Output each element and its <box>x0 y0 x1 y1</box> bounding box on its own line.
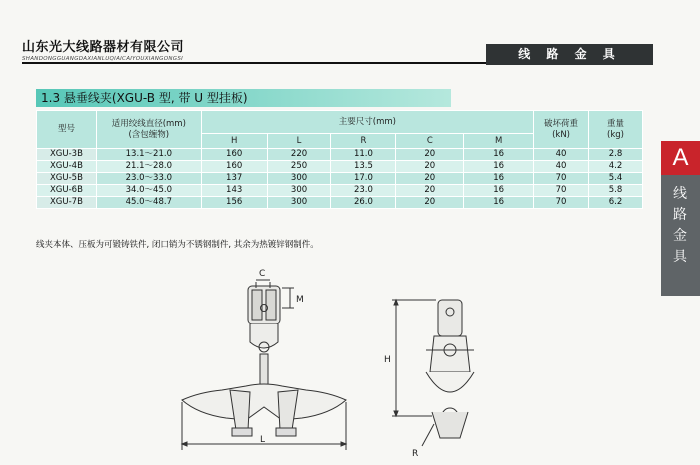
spec-table-body <box>37 149 643 209</box>
table-row <box>37 197 643 209</box>
company-header <box>22 36 184 62</box>
table-cell: 5.4 <box>589 173 643 185</box>
table-row <box>37 185 643 197</box>
col-weight-line1: 重量 <box>606 118 624 129</box>
table-cell: XGU-7B <box>37 197 97 209</box>
table-cell: XGU-3B <box>37 149 97 161</box>
table-cell: 2.8 <box>589 149 643 161</box>
table-cell: 16 <box>464 161 534 173</box>
table-cell: 70 <box>534 185 589 197</box>
table-cell: 5.8 <box>589 185 643 197</box>
table-cell: 40 <box>534 161 589 173</box>
side-index-label: 线路金具 <box>673 186 687 265</box>
table-cell: 300 <box>267 185 331 197</box>
col-diameter-line1: 适用绞线直径(mm) <box>111 118 186 129</box>
col-load-line1: 破坏荷重 <box>544 118 579 129</box>
table-cell: 16 <box>464 185 534 197</box>
table-cell: 20 <box>396 161 464 173</box>
dim-label-r: R <box>412 449 419 459</box>
table-cell: 300 <box>267 197 331 209</box>
table-cell: 160 <box>201 149 267 161</box>
company-name-pinyin: SHANDONGGUANGDAXIANLUQIAICAIYOUXIANGONGSI <box>22 56 184 62</box>
table-cell: 6.2 <box>589 197 643 209</box>
table-row <box>37 173 643 185</box>
table-cell: 26.0 <box>331 197 396 209</box>
col-h: H <box>201 134 267 149</box>
header-rule <box>22 62 508 64</box>
table-cell: 13.1～21.0 <box>96 149 201 161</box>
table-cell: 137 <box>201 173 267 185</box>
table-cell: 23.0～33.0 <box>96 173 201 185</box>
table-cell: 20 <box>396 185 464 197</box>
col-load <box>534 111 589 149</box>
col-l: L <box>267 134 331 149</box>
table-cell: 16 <box>464 173 534 185</box>
table-cell: XGU-6B <box>37 185 97 197</box>
material-note: 线夹本体、压板为可锻铸铁件, 闭口销为不锈钢制件, 其余为热镀锌钢制件。 <box>36 240 319 250</box>
dim-label-h: H <box>384 355 391 365</box>
table-cell: 13.5 <box>331 161 396 173</box>
table-cell: 34.0～45.0 <box>96 185 201 197</box>
col-m: M <box>464 134 534 149</box>
col-r: R <box>331 134 396 149</box>
col-c: C <box>396 134 464 149</box>
table-cell: 156 <box>201 197 267 209</box>
table-cell: 160 <box>201 161 267 173</box>
table-cell: 70 <box>534 173 589 185</box>
col-diameter-line2: (含包缠物) <box>128 129 170 140</box>
table-cell: 220 <box>267 149 331 161</box>
table-cell: XGU-5B <box>37 173 97 185</box>
category-tab: 线 路 金 具 <box>486 44 653 65</box>
dimension-labels <box>170 262 500 462</box>
table-cell: 300 <box>267 173 331 185</box>
col-weight <box>589 111 643 149</box>
spec-table <box>36 110 643 209</box>
table-cell: 45.0～48.7 <box>96 197 201 209</box>
table-cell: 17.0 <box>331 173 396 185</box>
table-cell: 20 <box>396 149 464 161</box>
col-load-line2: (kN) <box>552 129 570 140</box>
company-name: 山东光大线路器材有限公司 <box>22 40 185 55</box>
table-cell: 16 <box>464 197 534 209</box>
table-cell: 40 <box>534 149 589 161</box>
table-cell: 143 <box>201 185 267 197</box>
table-cell: 4.2 <box>589 161 643 173</box>
side-index-letter: A <box>661 141 700 175</box>
side-index-tab <box>661 144 700 296</box>
table-cell: 20 <box>396 173 464 185</box>
table-cell: 20 <box>396 197 464 209</box>
table-cell: 70 <box>534 197 589 209</box>
table-cell: 11.0 <box>331 149 396 161</box>
dim-label-c: C <box>259 269 266 279</box>
section-title: 1.3 悬垂线夹(XGU-B 型, 带 U 型挂板) <box>36 89 451 107</box>
table-row <box>37 149 643 161</box>
table-cell: XGU-4B <box>37 161 97 173</box>
table-row <box>37 161 643 173</box>
dim-label-l: L <box>260 435 266 445</box>
col-model: 型号 <box>37 111 97 149</box>
col-diameter <box>96 111 201 149</box>
col-dimensions: 主要尺寸(mm) <box>201 111 533 134</box>
col-weight-line2: (kg) <box>607 129 624 140</box>
table-cell: 250 <box>267 161 331 173</box>
table-cell: 23.0 <box>331 185 396 197</box>
table-cell: 16 <box>464 149 534 161</box>
table-cell: 21.1～28.0 <box>96 161 201 173</box>
dim-label-m: M <box>296 295 304 305</box>
